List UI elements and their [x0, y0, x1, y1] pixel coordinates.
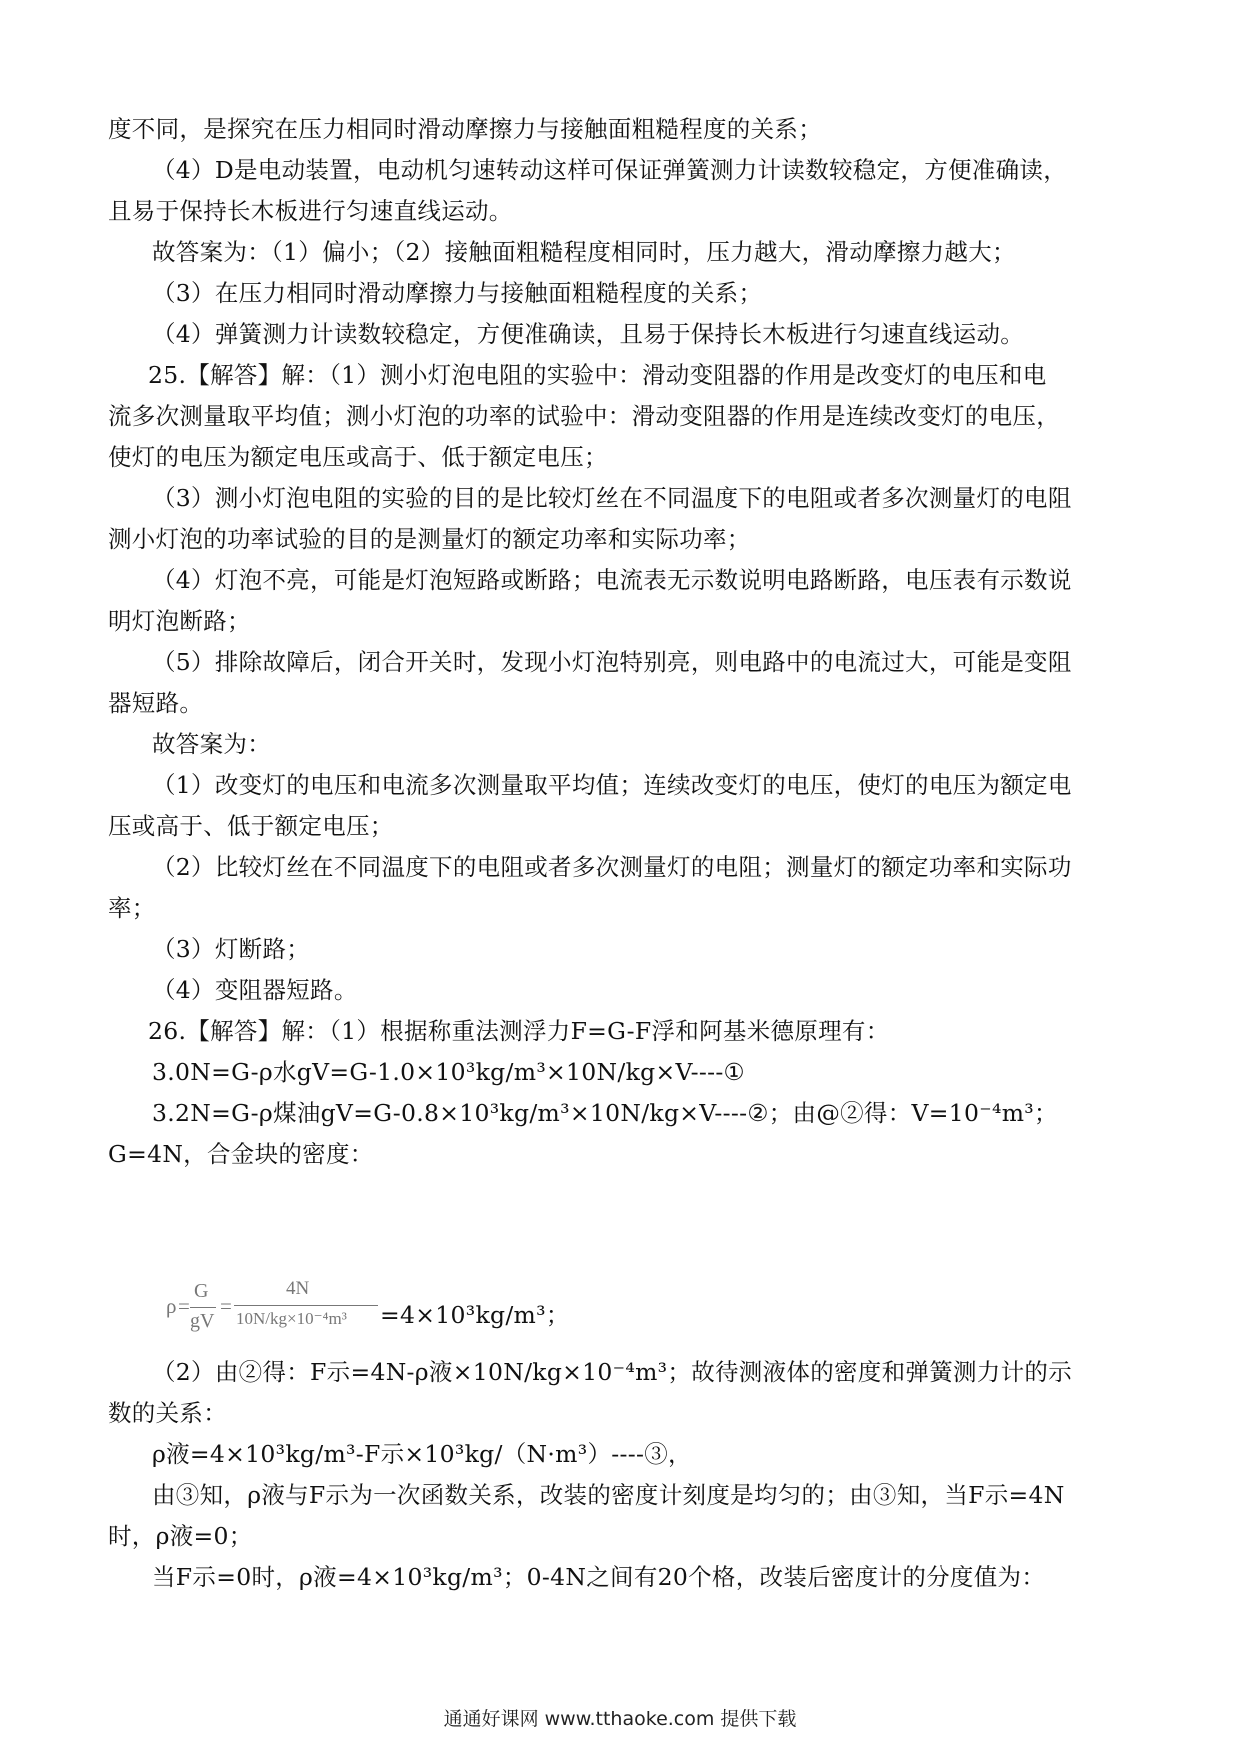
- formula-result: =4×10³kg/m³；: [380, 1301, 570, 1329]
- text-line: （3）测小灯泡电阻的实验的目的是比较灯丝在不同温度下的电阻或者多次测量灯的电阻: [152, 484, 1072, 512]
- density-formula: [166, 1276, 806, 1340]
- fraction-2-denominator: 10N/kg×10⁻⁴m³: [236, 1309, 347, 1328]
- text-line: 度不同，是探究在压力相同时滑动摩擦力与接触面粗糙程度的关系；: [108, 115, 822, 143]
- text-line: 率；: [108, 894, 156, 922]
- text-line: （2）比较灯丝在不同温度下的电阻或者多次测量灯的电阻；测量灯的额定功率和实际功: [152, 853, 1072, 881]
- formula-equals: =: [178, 1294, 190, 1318]
- formula-rho: ρ: [166, 1294, 177, 1318]
- page-footer: 通通好课网 www.tthaoke.com 提供下载: [443, 1708, 797, 1730]
- text-line: 测小灯泡的功率试验的目的是测量灯的额定功率和实际功率；: [108, 525, 751, 553]
- text-line: 3.2N=G-ρ煤油gV=G-0.8×10³kg/m³×10N/kg×V----②；由@②得：V=10⁻⁴m³；: [152, 1099, 1058, 1127]
- text-line: 压或高于、低于额定电压；: [108, 812, 394, 840]
- fraction-1-numerator: G: [194, 1280, 209, 1302]
- text-line: 故答案为：（1）偏小；（2）接触面粗糙程度相同时，压力越大，滑动摩擦力越大；: [152, 238, 1016, 266]
- text-line: （4）变阻器短路。: [152, 976, 358, 1004]
- text-line: （4）灯泡不亮，可能是灯泡短路或断路；电流表无示数说明电路断路，电压表有示数说: [152, 566, 1072, 594]
- text-line: 故答案为：: [152, 730, 271, 758]
- text-line: ρ液=4×10³kg/m³-F示×10³kg/（N·m³）----③，: [152, 1440, 692, 1468]
- text-line: 25.【解答】解：（1）测小灯泡电阻的实验中：滑动变阻器的作用是改变灯的电压和电: [148, 361, 1047, 389]
- text-line: 3.0N=G-ρ水gV=G-1.0×10³kg/m³×10N/kg×V----①: [152, 1058, 745, 1086]
- text-line: （5）排除故障后，闭合开关时，发现小灯泡特别亮，则电路中的电流过大，可能是变阻: [152, 648, 1072, 676]
- fraction-2-bar: [234, 1305, 378, 1306]
- text-line: 26.【解答】解：（1）根据称重法测浮力F=G-F浮和阿基米德原理有：: [148, 1017, 890, 1045]
- text-line: 明灯泡断路；: [108, 607, 251, 635]
- text-line: G=4N，合金块的密度：: [108, 1140, 374, 1168]
- text-line: （3）在压力相同时滑动摩擦力与接触面粗糙程度的关系；: [152, 279, 763, 307]
- text-line: （4）D是电动装置，电动机匀速转动这样可保证弹簧测力计读数较稳定，方便准确读，: [152, 156, 1067, 184]
- text-line: 当F示=0时，ρ液=4×10³kg/m³；0-4N之间有20个格，改装后密度计的分度值为：: [152, 1563, 1046, 1591]
- text-line: 时，ρ液=0；: [108, 1522, 253, 1550]
- text-line: 由③知，ρ液与F示为一次函数关系，改装的密度计刻度是均匀的；由③知，当F示=4N: [152, 1481, 1065, 1509]
- text-line: 器短路。: [108, 689, 204, 717]
- text-line: （1）改变灯的电压和电流多次测量取平均值；连续改变灯的电压，使灯的电压为额定电: [152, 771, 1072, 799]
- text-line: 数的关系：: [108, 1399, 227, 1427]
- text-line: 使灯的电压为额定电压或高于、低于额定电压；: [108, 443, 608, 471]
- text-line: （3）灯断路；: [152, 935, 311, 963]
- text-line: （2）由②得：F示=4N-ρ液×10N/kg×10⁻⁴m³；故待测液体的密度和弹簧测力计的示: [152, 1358, 1072, 1386]
- text-line: 且易于保持长木板进行匀速直线运动。: [108, 197, 513, 225]
- fraction-2-numerator: 4N: [286, 1278, 310, 1299]
- formula-equals: =: [220, 1294, 232, 1318]
- fraction-1-bar: [190, 1307, 216, 1308]
- text-line: （4）弹簧测力计读数较稳定，方便准确读，且易于保持长木板进行匀速直线运动。: [152, 320, 1025, 348]
- text-line: 流多次测量取平均值；测小灯泡的功率的试验中：滑动变阻器的作用是连续改变灯的电压，: [108, 402, 1060, 430]
- fraction-1-denominator: gV: [190, 1310, 215, 1332]
